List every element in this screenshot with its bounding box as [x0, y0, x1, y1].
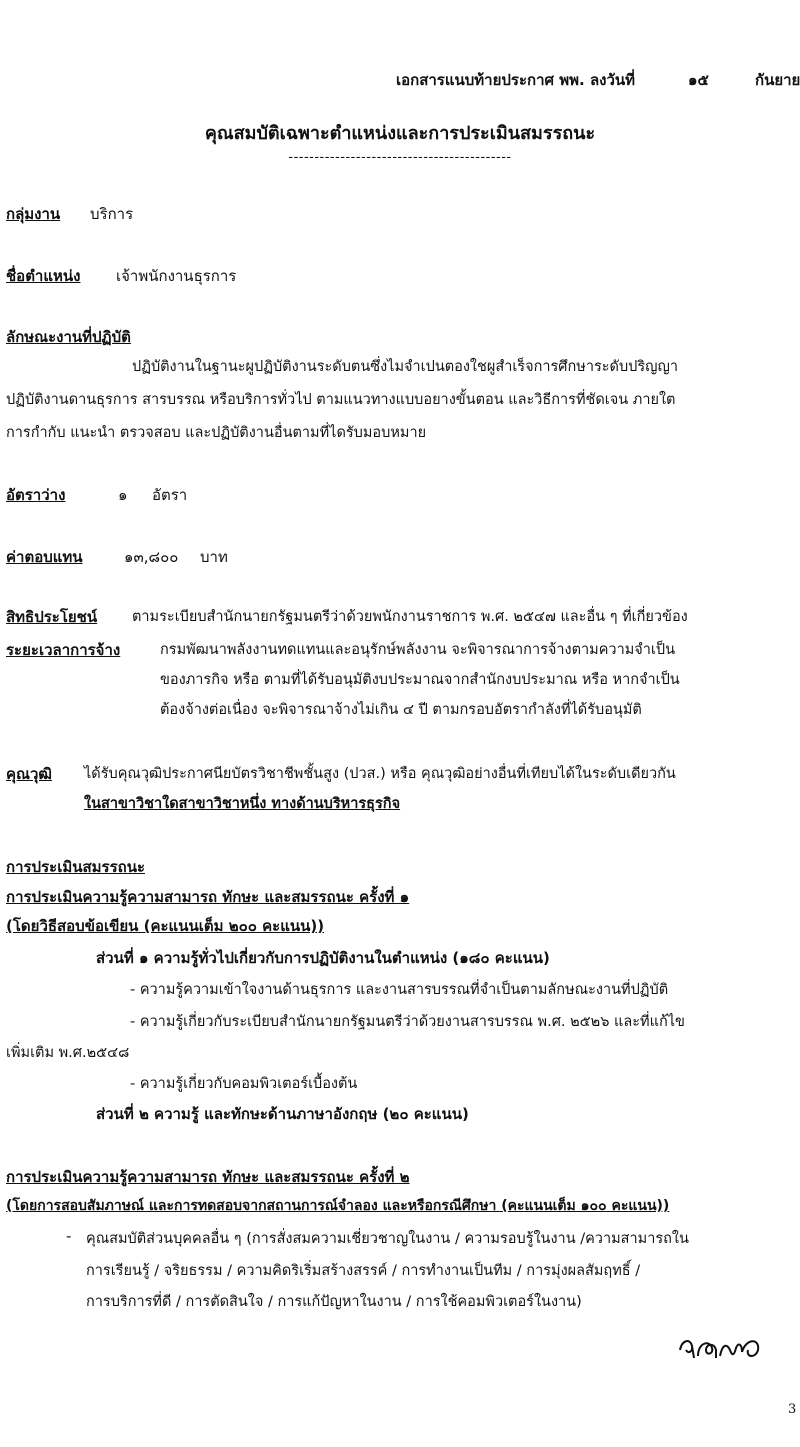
duties-line: ปฏิบัติงานดานธุรการ สารบรรณ หรือบริการทั่วไป ตามแนวทางแบบอยางขั้นตอน และวิธีการที่ชัดเจน ภายใต: [6, 392, 676, 408]
position-value: เจ้าพนักงานธุรการ: [116, 267, 237, 285]
group-value: บริการ: [90, 205, 134, 223]
part1-item-continued: เพิ่มเติม พ.ศ.๒๕๔๘: [6, 1045, 130, 1061]
benefits-label: สิทธิประโยชน์: [6, 608, 98, 626]
part1-item: - ความรู้เกี่ยวกับคอมพิวเตอร์เบื้องต้น: [130, 1076, 358, 1092]
part1-item: - ความรู้ความเข้าใจงานด้านธุรการ และงานสารบรรณที่จำเป็นตามลักษณะงานที่ปฏิบัติ: [130, 982, 669, 998]
round2-title: การประเมินความรู้ความสามารถ ทักษะ และสมรรถนะ ครั้งที่ ๒: [6, 1168, 410, 1186]
round2-bullet: -: [66, 1227, 72, 1245]
announcement-month: กันยาย: [755, 71, 800, 89]
duties-line: การกำกับ แนะนำ ตรวจสอบ และปฏิบัติงานอื่นตามที่ไดรับมอบหมาย: [6, 425, 427, 441]
qualification-label: คุณวุฒิ: [6, 765, 52, 783]
qualification-field: ในสาขาวิชาใดสาขาวิชาหนึ่ง ทางด้านบริหารธุรกิจ: [84, 796, 401, 812]
vacancy-count: ๑: [118, 486, 128, 504]
announcement-reference: เอกสารแนบท้ายประกาศ พพ. ลงวันที่: [396, 71, 636, 89]
group-label: กลุ่มงาน: [6, 205, 61, 223]
part2-title: ส่วนที่ ๒ ความรู้ และทักษะด้านภาษาอังกฤษ (๒๐ คะแนน): [96, 1105, 469, 1123]
title-separator: -------------------------------------------: [288, 150, 512, 165]
salary-amount: ๑๓,๘๐๐: [124, 548, 179, 566]
page-number: 3: [788, 1402, 797, 1417]
signature-graphic: [676, 1320, 766, 1364]
round1-title: การประเมินความรู้ความสามารถ ทักษะ และสมรรถนะ ครั้งที่ ๑: [6, 888, 410, 906]
duties-label: ลักษณะงานที่ปฏิบัติ: [6, 328, 131, 346]
salary-unit: บาท: [200, 548, 228, 566]
announcement-day: ๑๕: [688, 71, 709, 89]
round2-line: คุณสมบัติส่วนบุคคลอื่น ๆ (การสั่งสมความเชี่ยวชาญในงาน / ความรอบรู้ในงาน /ความสามารถใน: [86, 1231, 689, 1247]
term-line: ต้องจ้างต่อเนื่อง จะพิจารณาจ้างไม่เกิน ๔ ปี ตามกรอบอัตรากำลังที่ได้รับอนุมัติ: [160, 702, 642, 718]
part1-item: - ความรู้เกี่ยวกับระเบียบสำนักนายกรัฐมนตรีว่าด้วยงานสารบรรณ พ.ศ. ๒๕๒๖ และที่แก้ไข: [130, 1014, 685, 1030]
vacancy-unit: อัตรา: [152, 486, 188, 504]
vacancy-label: อัตราว่าง: [6, 486, 66, 504]
term-line: กรมพัฒนาพลังงานทดแทนและอนุรักษ์พลังงาน จะพิจารณาการจ้างตามความจำเป็น: [160, 642, 675, 658]
term-line: ของภารกิจ หรือ ตามที่ได้รับอนุมัติงบประมาณจากสำนักงบประมาณ หรือ หากจำเป็น: [160, 672, 680, 688]
benefits-value: ตามระเบียบสำนักนายกรัฐมนตรีว่าด้วยพนักงานราชการ พ.ศ. ๒๕๔๗ และอื่น ๆ ที่เกี่ยวข้อง: [132, 609, 688, 625]
round2-method: (โดยการสอบสัมภาษณ์ และการทดสอบจากสถานการณ์จำลอง และหรือกรณีศึกษา (คะแนนเต็ม ๑๐๐ คะแนน)): [6, 1198, 670, 1214]
assessment-heading: การประเมินสมรรถนะ: [6, 858, 146, 876]
qualification-text: ได้รับคุณวุฒิประกาศนียบัตรวิชาชีพชั้นสูง (ปวส.) หรือ คุณวุฒิอย่างอื่นที่เทียบได้ในระดับเดียวกัน: [84, 766, 676, 782]
term-label: ระยะเวลาการจ้าง: [6, 641, 121, 659]
salary-label: ค่าตอบแทน: [6, 548, 83, 566]
round2-line: การบริการที่ดี / การตัดสินใจ / การแก้ปัญหาในงาน / การใช้คอมพิวเตอร์ในงาน): [86, 1294, 582, 1310]
position-label: ชื่อตำแหน่ง: [6, 267, 81, 285]
round1-method: (โดยวิธีสอบข้อเขียน (คะแนนเต็ม ๒๐๐ คะแนน)): [6, 917, 325, 935]
duties-line: ปฏิบัติงานในฐานะผูปฏิบัติงานระดับตนซึ่งไมจำเปนตองใชผูสำเร็จการศึกษาระดับปริญญา: [132, 359, 679, 375]
signature: [676, 1320, 766, 1364]
part1-title: ส่วนที่ ๑ ความรู้ทั่วไปเกี่ยวกับการปฏิบัติงานในตำแหน่ง (๑๘๐ คะแนน): [96, 949, 550, 967]
round2-line: การเรียนรู้ / จริยธรรม / ความคิดริเริ่มสร้างสรรค์ / การทำงานเป็นทีม / การมุ่งผลสัมฤทธิ์ /: [86, 1263, 641, 1279]
page-title: คุณสมบัติเฉพาะตำแหน่งและการประเมินสมรรถนะ: [204, 123, 596, 144]
